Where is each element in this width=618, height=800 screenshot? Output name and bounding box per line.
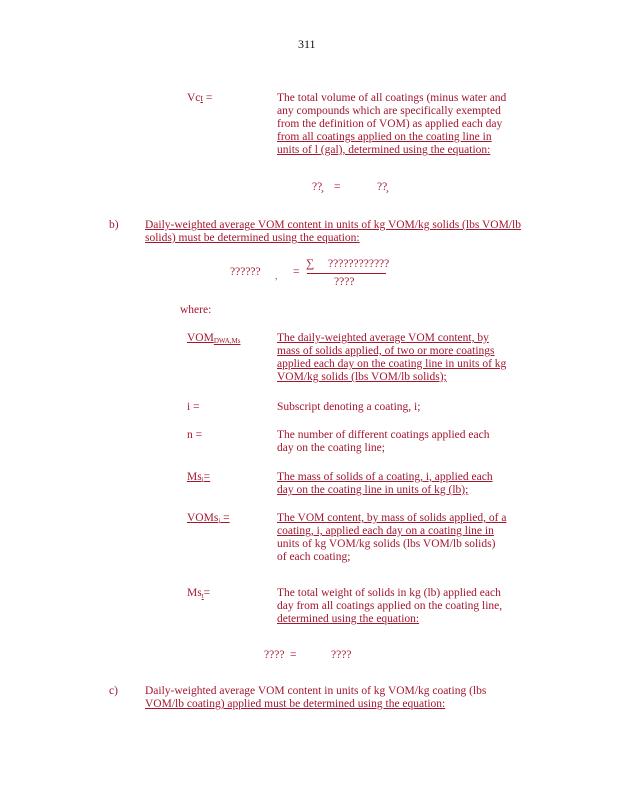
- def-line: day from all coatings applied on the coating line,: [277, 600, 503, 612]
- vct-line: from all coatings applied on the coating line in: [277, 131, 492, 143]
- vct-symbol-letters: Vc: [187, 92, 201, 104]
- def-line: The number of different coatings applied each: [277, 429, 490, 441]
- def-symbol-letters: Ms: [187, 471, 202, 483]
- mst-formula-eq: =: [290, 649, 297, 661]
- def-symbol-sub: i: [218, 517, 221, 525]
- def-line: Subscript denoting a coating, i;: [277, 401, 421, 413]
- def-line: of each coating;: [277, 551, 351, 563]
- def-line: The mass of solids of a coating, i, applied each: [277, 471, 493, 483]
- def-msi-text: [277, 471, 493, 497]
- vct-formula-eq: =: [334, 181, 341, 193]
- def-line: The total weight of solids in kg (lb) applied each: [277, 587, 501, 599]
- b-formula-denominator: ????: [334, 276, 355, 288]
- vct-line: The total volume of all coatings (minus water and: [277, 92, 507, 104]
- def-line: day on the coating line in units of kg (lb);: [277, 484, 469, 496]
- b-formula-comma: ,: [275, 271, 278, 281]
- vct-line: units of l (gal), determined using the equation:: [277, 144, 491, 156]
- def-i-symbol: i =: [187, 401, 200, 413]
- def-symbol-letters: VOMs: [187, 512, 219, 524]
- def-symbol-sub: i: [201, 476, 204, 484]
- def-symbol-sub: DWA,Ms: [213, 337, 241, 345]
- def-vom-dwa-symbol: [187, 332, 240, 348]
- mst-formula-left: ????: [264, 649, 285, 661]
- vct-symbol-sub: t: [200, 93, 203, 103]
- section-c-label: c): [109, 685, 118, 697]
- def-symbol-letters: VOM: [187, 332, 214, 344]
- section-b-line: Daily-weighted average VOM content in units of kg VOM/kg solids (lbs VOM/lb: [145, 219, 521, 231]
- def-vomsi-symbol: [187, 512, 230, 528]
- vct-line: from the definition of VOM) as applied each day: [277, 118, 503, 130]
- vct-symbol-eq: =: [202, 92, 213, 104]
- b-formula-left: ??????: [230, 266, 261, 278]
- section-b-label: b): [109, 219, 119, 231]
- where-label: where:: [180, 304, 212, 316]
- b-formula-sigma: ∑: [306, 258, 315, 270]
- def-n-text: [277, 429, 489, 455]
- section-b-line: solids) must be determined using the equation:: [145, 232, 360, 244]
- def-msi-symbol: [187, 471, 210, 487]
- section-c-line: VOM/lb coating) applied must be determined using the equation:: [145, 698, 446, 710]
- def-line: The daily-weighted average VOM content, by: [277, 332, 489, 344]
- def-line: The VOM content, by mass of solids applied, of a: [277, 512, 507, 524]
- def-symbol-letters: Ms: [187, 587, 202, 599]
- def-mst-text: [277, 587, 502, 626]
- vct-formula-right: ??̧: [377, 181, 388, 193]
- def-vomsi-text: [277, 512, 506, 564]
- def-line: applied each day on the coating line in units of kg: [277, 358, 507, 370]
- mst-formula-right: ????: [331, 649, 352, 661]
- vct-definition: [277, 92, 506, 157]
- def-mst-symbol: [187, 587, 210, 603]
- def-symbol-eq: =: [203, 471, 211, 483]
- def-n-symbol: n =: [187, 429, 203, 441]
- b-fraction-bar: [307, 273, 386, 274]
- vct-symbol: [187, 92, 212, 105]
- b-formula-numerator: ????????????: [328, 258, 390, 270]
- def-line: determined using the equation:: [277, 613, 420, 625]
- def-line: coating, i, applied each day on a coating line in: [277, 525, 494, 537]
- b-formula-eq: =: [293, 266, 300, 278]
- def-symbol-sub: t: [201, 592, 204, 600]
- section-c-line: Daily-weighted average VOM content in units of kg VOM/kg coating (lbs: [145, 685, 487, 697]
- def-i-text: [277, 401, 420, 414]
- vct-line: any compounds which are specifically exempted: [277, 105, 501, 117]
- def-line: mass of solids applied, of two or more coatings: [277, 345, 495, 357]
- def-symbol-eq: =: [220, 512, 230, 524]
- def-symbol-eq: =: [203, 587, 211, 599]
- def-vom-dwa-text: [277, 332, 506, 384]
- def-line: units of kg VOM/kg solids (lbs VOM/lb solids): [277, 538, 496, 550]
- def-line: VOM/kg solids (lbs VOM/lb solids);: [277, 371, 447, 383]
- page-number: 311: [298, 37, 316, 51]
- vct-formula-left: ??̧: [312, 181, 323, 193]
- def-line: day on the coating line;: [277, 442, 385, 454]
